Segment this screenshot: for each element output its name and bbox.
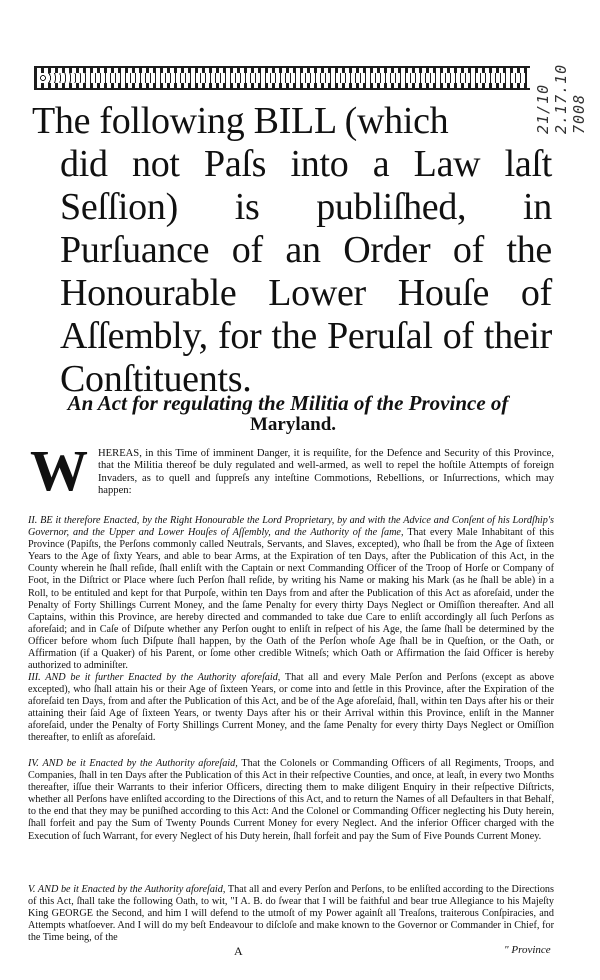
section-2-text: That every Male Inhabitant of this Province (Papiſts, the Perſons commonly called Neutrals, Servants, and Slaves, excepted), who ſhall be from the Age of ſixteen Years to the Age of ſixty Years, and able to bear Arms, at the Expiration of ten Days, after the Publication of this Act, in the County wherein he ſhall reſide, ſhall enliſt with the Captain or next Commanding Officer of the Troop of Horſe or Company of Foot, in the Diſtrict or Place where ſuch Perſon ſhall reſide, by writing his Name or making his Mark (as he ſhall be able) in a Roll, to be entituled and kept for that Purpoſe, within ten Days from and after the Publication of this Act as aforeſaid, under the Penalty of Forty Shillings Current Money, and the ſame Penalty for every thirty Days Neglect or Omiſſion thereafter. And all Captains, within this Province, are hereby directed and commanded to take due Care to enliſt accordingly all ſuch Perſons as aforeſaid; and in Caſe of Diſpute whether any Perſon ought to enliſt in reſpect of his Age, the ſame ſhall be determined by the Officer before whom ſuch Diſpute ſhall happen, by the Oath of the Perſon whoſe Age ſhall be in Queſtion, or the Oath, or Affirmation (if a Quaker) of his Parent, or ſome other credible Witneſs; which Oath or Affirmation the ſaid Officer is hereby authorized to adminiſter. (28, 527, 554, 672)
section-5-lead: V. AND be it Enacted by the Authority aforeſaid, (28, 884, 226, 895)
signature-mark: A (234, 944, 244, 958)
section-4-paragraph (28, 758, 554, 843)
act-title (28, 392, 548, 436)
bill-title-first-line: The following BILL (which (32, 100, 449, 142)
section-2-lead: II. BE it therefore Enacted, by the Right Honourable the Lord Proprietary, by and with the Advice and Conſent of his Lordſhip's Governor, and the Upper and Lower Houſes of Aſſembly, and the Authority of the ſame, (28, 515, 554, 539)
margin-note-line: 7008 (570, 93, 588, 134)
ornamental-border (34, 66, 530, 90)
section-3-paragraph (28, 672, 554, 745)
section-2-paragraph (28, 515, 554, 672)
section-4-lead: IV. AND be it Enacted by the Authority aforeſaid, (28, 758, 238, 769)
bill-title-rest: did not Paſs into a Law laſt Seſſion) is publiſhed, in Purſuance of an Order of the Honourable Lower Houſe of Aſſembly, for the Peruſal of their Conſtituents. (60, 143, 552, 400)
section-5-text: That all and every Perſon and Perſons, to be enliſted according to the Directions of this Act, ſhall take the following Oath, to wit, "I A. B. do ſwear that I will be faithful and bear true Allegiance to his Majeſty King GEORGE the Second, and him I will defend to the utmoſt of my Power againſt all Treaſons, traiterous Conſpiracies, and Attempts whatſoever. And I will do my beſt Endeavour to diſcloſe and make known to the Governor or Commander in Chief, for the Time being, of the (28, 884, 554, 944)
section-4-text: That the Colonels or Commanding Officers of all Regiments, Troops, and Companies, ſhall in ten Days after the Publication of this Act in their reſpective Counties, and once, at leaſt, in every two Months thereafter, iſſue their Warrants to their inferior Officers, directing them to make diligent Enquiry in their reſpective Diſtricts, whether all Perſons have enliſted according to the Directions of this Act, and to return the Names of all Defaulters in that Behalf, to the end that they may be puniſhed according to this Act: And the Colonel or Commanding Officer neglecting his Duty herein, ſhall forfeit and pay the Sum of Twenty Pounds Current Money for every Neglect. And the inferior Officer charged with the Execution of ſuch Warrant, for every Neglect of his Duty herein, ſhall forfeit and pay the Sum of Five Pounds Current Money. (28, 758, 554, 842)
act-title-line2: Maryland. (249, 414, 337, 435)
catchword: " Province (504, 944, 551, 956)
section-3-lead: III. AND be it further Enacted by the Authority aforeſaid, (28, 672, 281, 683)
ornament-pattern (38, 73, 526, 83)
section-3-text: That all and every Male Perſon and Perſons (except as above excepted), who ſhall attain his or their Age of ſixteen Years, or come into and ſettle in this Province, after the Expiration of the aforeſaid ten Days, from and after the Publication of this Act, and be of the Age aforeſaid, ſhall, within ten Days after his or their attaining their ſaid Age of ſixteen Years, or twenty Days after his or their Arrival within this Province, enliſt in the Manner aforeſaid, under the Penalty of Forty Shillings Current Money, and the ſame Penalty for every thirty Days Neglect or Omiſſion thereafter, to enliſt as aforeſaid. (28, 672, 554, 744)
section-5-paragraph (28, 884, 554, 944)
margin-note-line: 2.17.10 (552, 63, 570, 134)
preamble-paragraph: HEREAS, in this Time of imminent Danger, it is requiſite, for the Defence and Security of this Province, that the Militia thereof be duly regulated and well-armed, as well to repel the hoſtile Attempts of foreign Invaders, as to quell and ſuppreſs any inteſtine Commotions, Rebellions, or Inſurrections, which may happen: (98, 448, 554, 497)
drop-cap: W (30, 438, 88, 503)
margin-note-line: 21/10 (534, 83, 552, 134)
act-title-line1: An Act for regulating the Militia of the Province of (67, 391, 509, 415)
bill-title (32, 100, 552, 401)
